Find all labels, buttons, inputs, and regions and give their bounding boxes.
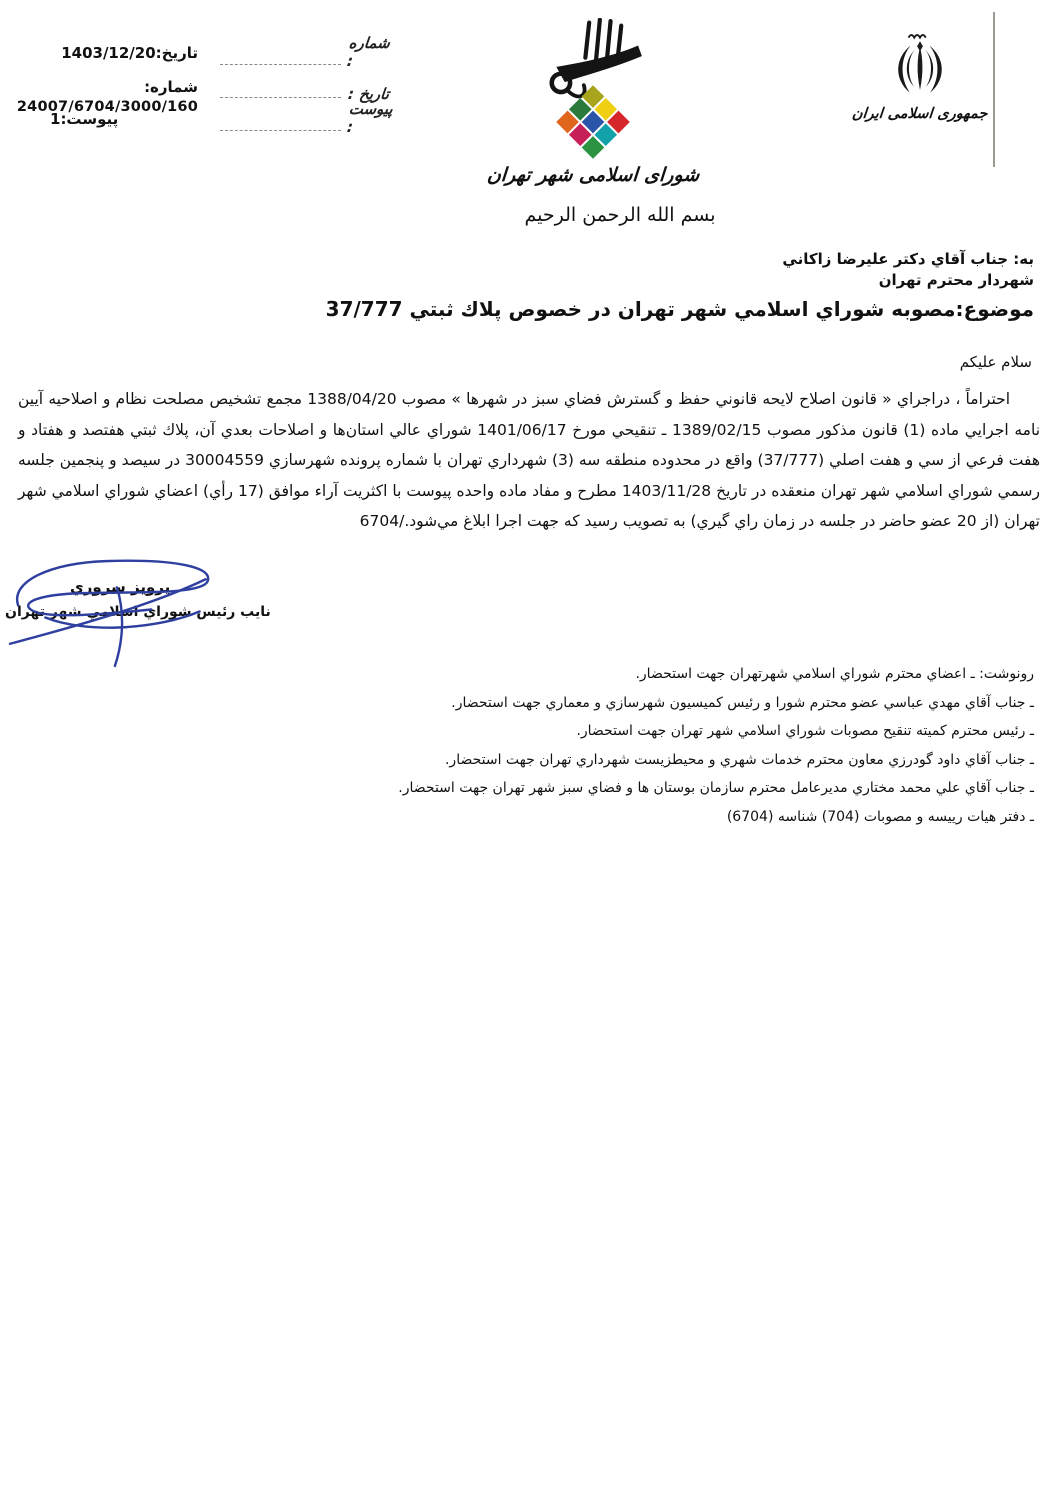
council-logo-caption: شورای اسلامی شهر تهران — [486, 164, 700, 186]
cc-line: ـ دفتر هيات رييسه و مصوبات (704) شناسه (6704) — [726, 808, 1034, 825]
addressee-title: شهردار محترم تهران — [878, 271, 1034, 289]
scan-artifact-line — [993, 12, 995, 167]
signer-title: نايب رئيس شوراي اسلامي شهر تهران — [5, 604, 271, 620]
addressee-block — [40, 249, 1034, 291]
cc-block — [40, 660, 1034, 832]
letter-body: احتراماً ، دراجراي « قانون اصلاح لايحه قانوني حفظ و گسترش فضاي سبز در شهرها » مصوب 1388/04/20 مجمع تشخيص مصلحت نظام و اصلاحيه آيين نامه اجرايي ماده (1) قانون مذكور مصوب 1389/02/15 ـ تنقيحي مورخ 1401/06/17 شوراي عالي استان‌ها و اصلاحات بعدي آن، پلاك ثبتي هفتصد و هفتاد و هفت فرعي از سي و هفت اصلي (37/777) واقع در محدوده منطقه سه (3) شهرداري تهران با شماره پرونده شهرسازي 30004559 در سيصد و پنجمين جلسه رسمي شوراي اسلامي شهر تهران منعقده در تاريخ 1403/11/28 مطرح و مفاد ماده واحده پيوست با اكثريت آراء موافق (17 رأي) اعضاي شوراي اسلامي شهر تهران (از 20 عضو حاضر در جلسه در زمان راي گيري) به تصويب رسيد كه جهت اجرا ابلاغ مي‌شود./6704 — [18, 390, 1041, 530]
form-number-label: شماره : — [346, 34, 391, 70]
cc-line: رونوشت: ـ اعضاي محترم شوراي اسلامي شهرتهران جهت استحضار. — [635, 666, 1034, 682]
bismillah: بسم الله الرحمن الرحيم — [524, 204, 716, 226]
form-date-label: تاريخ : — [347, 85, 391, 103]
meta-attachment: پيوست:1 — [50, 110, 119, 128]
iran-emblem-icon — [877, 28, 963, 106]
letterhead-form — [220, 34, 400, 145]
council-logo — [476, 18, 710, 186]
salutation: سلام عليكم — [959, 353, 1032, 371]
cc-line: ـ جناب آقاي مهدي عباسي عضو محترم شورا و رئيس كميسيون شهرسازي و معماري جهت استحضار. — [451, 694, 1034, 711]
cc-line: ـ رئيس محترم كميته تنقيح مصوبات شوراي اسلامي شهر تهران جهت استحضار. — [576, 723, 1034, 740]
iran-emblem — [842, 28, 998, 122]
dotted-leader — [220, 130, 341, 131]
form-attachment-label: پيوست : — [346, 100, 394, 136]
letter-meta-block — [16, 44, 198, 129]
meta-number-label: شماره: — [144, 78, 198, 96]
meta-date: تاريخ:1403/12/20 — [61, 44, 198, 62]
iran-emblem-caption: جمهوری اسلامی ایران — [851, 106, 989, 122]
form-row-number — [220, 34, 400, 70]
signature-block — [0, 552, 271, 677]
cc-line: ـ جناب آقاي داود گودرزي معاون محترم خدمات شهري و محيطزيست شهرداري تهران جهت استحضار. — [444, 751, 1034, 768]
subject-line: موضوع:مصوبه شوراي اسلامي شهر تهران در خصوص پلاك ثبتي 37/777 — [325, 297, 1034, 321]
meta-number-value: 24007/6704/3000/160 — [16, 99, 198, 115]
form-row-attachment — [220, 100, 400, 136]
addressee-name: به: جناب آقاي دكتر عليرضا زاكاني — [782, 250, 1034, 268]
cc-line: ـ جناب آقاي علي محمد مختاري مديرعامل محترم سازمان بوستان ها و فضاي سبز شهر تهران جهت استحضار. — [398, 780, 1034, 797]
dotted-leader — [220, 97, 341, 98]
dotted-leader — [220, 64, 341, 65]
signer-name: پرويز سروري — [70, 578, 171, 596]
